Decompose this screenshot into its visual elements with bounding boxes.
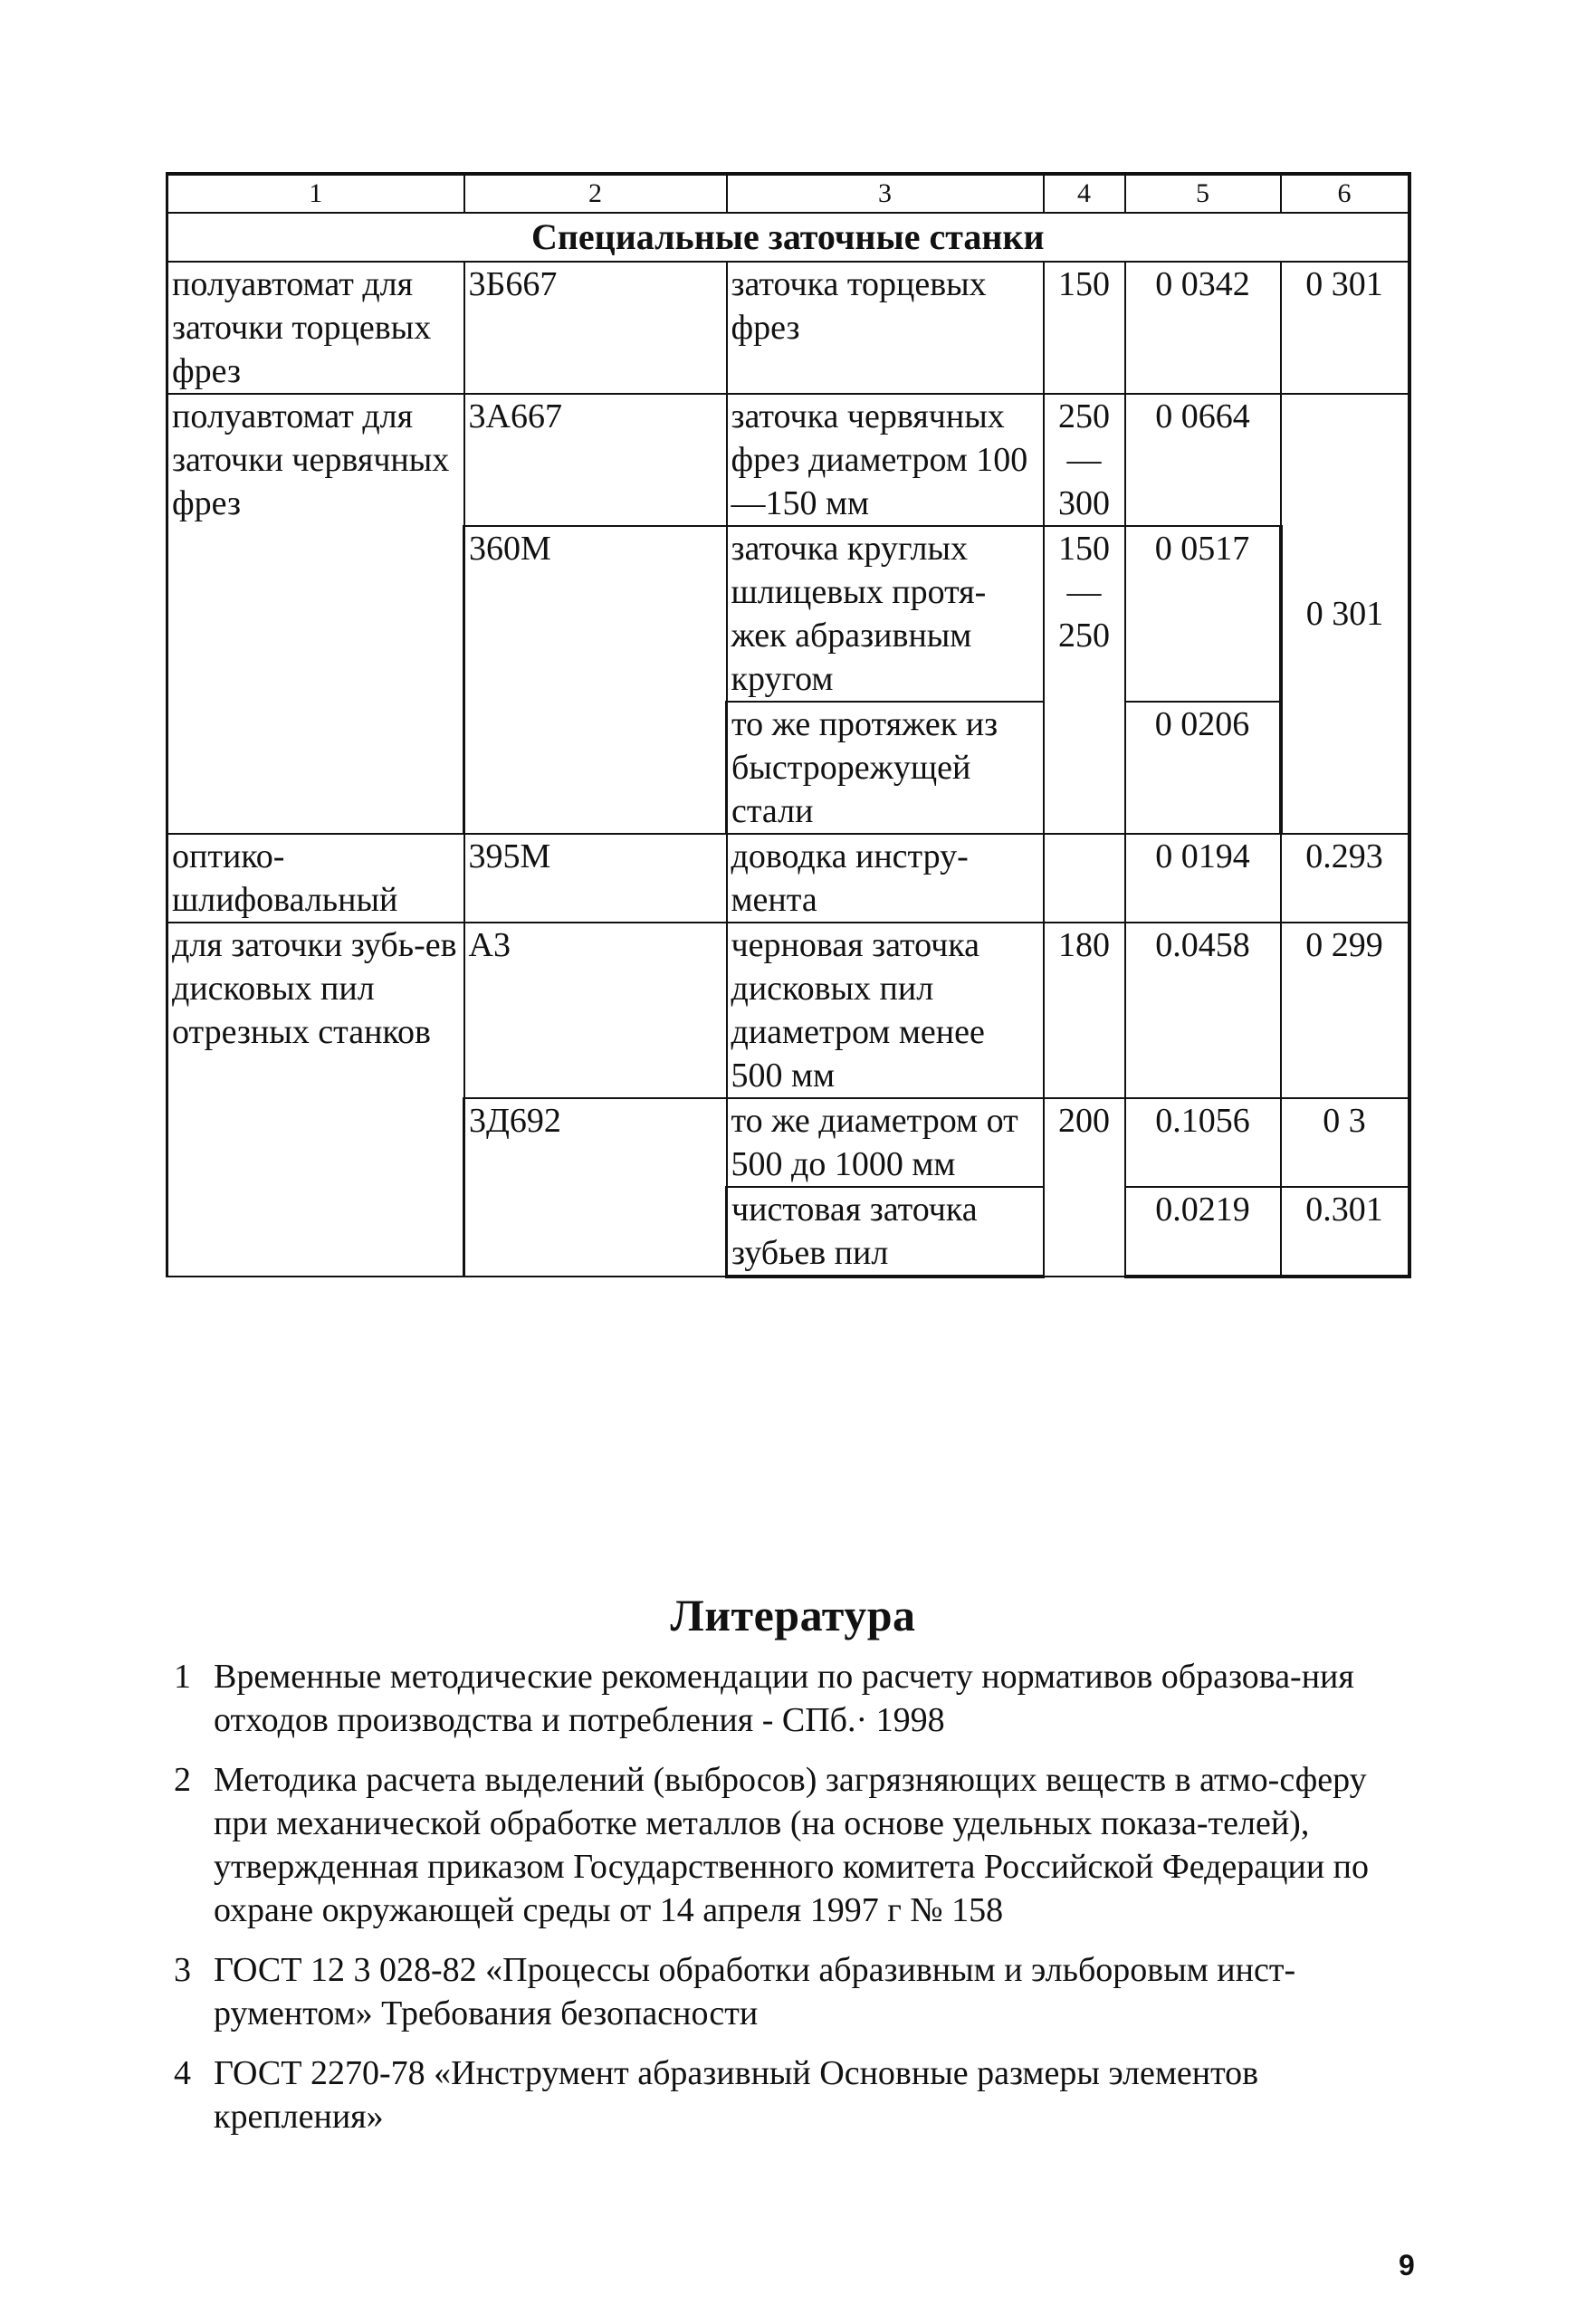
- reference-number: 4: [174, 2054, 191, 2092]
- reference-text: ГОСТ 2270-78 «Инструмент абразивный Основные размеры элементов крепления»: [214, 2054, 1259, 2136]
- table-row: [167, 394, 1409, 526]
- operation-cell: доводка инстру-мента: [727, 834, 1044, 923]
- column-number: 3: [727, 174, 1044, 213]
- reference-item: [161, 2051, 1410, 2138]
- machine-name-cell: полуавтомат для заточки торцевых фрез: [167, 262, 464, 394]
- reference-list: [161, 1655, 1410, 2155]
- operation-cell: заточка круглых шлицевых протя-жек абразивным кругом: [727, 526, 1044, 702]
- column-number: 2: [464, 174, 727, 213]
- machine-model-cell: 3А667: [464, 394, 727, 526]
- range-start: 150: [1058, 530, 1110, 568]
- value-cell-4: [1044, 394, 1125, 526]
- column-number: 6: [1281, 174, 1409, 213]
- range-start: 250: [1058, 397, 1110, 435]
- value-cell-4: [1044, 526, 1125, 834]
- machine-name-cell: для заточки зубь-ев дисковых пил отрезных станков: [167, 923, 464, 1277]
- section-title: Специальные заточные станки: [167, 213, 1409, 262]
- table-row: [167, 923, 1409, 1098]
- reference-item: [161, 1655, 1410, 1742]
- value-cell-5: 0.0219: [1125, 1187, 1281, 1277]
- reference-number: 3: [174, 1951, 191, 1989]
- value-cell-5: 0 0206: [1125, 702, 1281, 834]
- reference-number: 2: [174, 1761, 191, 1799]
- operation-cell: то же протяжек из быстрорежущей стали: [727, 702, 1044, 834]
- operation-cell: черновая заточка дисковых пил диаметром менее 500 мм: [727, 923, 1044, 1098]
- operation-cell: то же диаметром от 500 до 1000 мм: [727, 1098, 1044, 1187]
- machine-model-cell: 3Б667: [464, 262, 727, 394]
- table-row: [167, 834, 1409, 923]
- machine-model-cell: 3Д692: [464, 1098, 727, 1277]
- value-cell-4: 200: [1044, 1098, 1125, 1277]
- value-cell-6: 0 301: [1281, 262, 1409, 394]
- value-cell-6: 0 3: [1281, 1098, 1409, 1187]
- reference-text: ГОСТ 12 3 028-82 «Процессы обработки абразивным и эльборовым инст-рументом» Требования безопасности: [214, 1951, 1296, 2032]
- value-cell-5: 0 0342: [1125, 262, 1281, 394]
- value-cell-4: 150: [1044, 262, 1125, 394]
- reference-text: Методика расчета выделений (выбросов) загрязняющих веществ в атмо-сферу при механической обработке металлов (на основе удельных показа-телей), утвержденная приказом Государственного комитета Российской Федерации по охране окружающей среды от 14 апреля 1997 г № 158: [214, 1761, 1369, 1929]
- value-cell-6: 0.293: [1281, 834, 1409, 923]
- operation-cell: чистовая заточка зубьев пил: [727, 1187, 1044, 1277]
- range-end: 250: [1058, 617, 1110, 655]
- equipment-table: [166, 172, 1411, 1278]
- column-number: 4: [1044, 174, 1125, 213]
- range-dash: —: [1066, 441, 1102, 479]
- column-number-row: [167, 174, 1409, 213]
- section-row: [167, 213, 1409, 262]
- value-cell-6: 0.301: [1281, 1187, 1409, 1277]
- operation-cell: заточка червячных фрез диаметром 100—150 мм: [727, 394, 1044, 526]
- range-end: 300: [1058, 484, 1110, 522]
- value-cell-5: 0.1056: [1125, 1098, 1281, 1187]
- value-cell-6: 0 301: [1281, 394, 1409, 834]
- machine-name-cell: оптико-шлифовальный: [167, 834, 464, 923]
- value-cell-4: 180: [1044, 923, 1125, 1098]
- table-row: [167, 262, 1409, 394]
- machine-name-cell: полуавтомат для заточки червячных фрез: [167, 394, 464, 834]
- reference-item: [161, 1758, 1410, 1932]
- literature-title: Литература: [670, 1590, 916, 1640]
- value-cell-5: 0.0458: [1125, 923, 1281, 1098]
- machine-model-cell: 360М: [464, 526, 727, 834]
- machine-model-cell: А3: [464, 923, 727, 1098]
- column-number: 5: [1125, 174, 1281, 213]
- operation-cell: заточка торцевых фрез: [727, 262, 1044, 394]
- page-number: 9: [1399, 2249, 1415, 2281]
- machine-model-cell: 395М: [464, 834, 727, 923]
- reference-item: [161, 1948, 1410, 2035]
- reference-text: Временные методические рекомендации по расчету нормативов образова-ния отходов производства и потребления - СПб.· 1998: [214, 1658, 1354, 1739]
- value-cell-6: 0 299: [1281, 923, 1409, 1098]
- value-cell-5: 0 0517: [1125, 526, 1281, 702]
- value-cell-5: 0 0664: [1125, 394, 1281, 526]
- column-number: 1: [167, 174, 464, 213]
- range-dash: —: [1066, 573, 1102, 611]
- reference-number: 1: [174, 1658, 191, 1696]
- value-cell-5: 0 0194: [1125, 834, 1281, 923]
- value-cell-4: [1044, 834, 1125, 923]
